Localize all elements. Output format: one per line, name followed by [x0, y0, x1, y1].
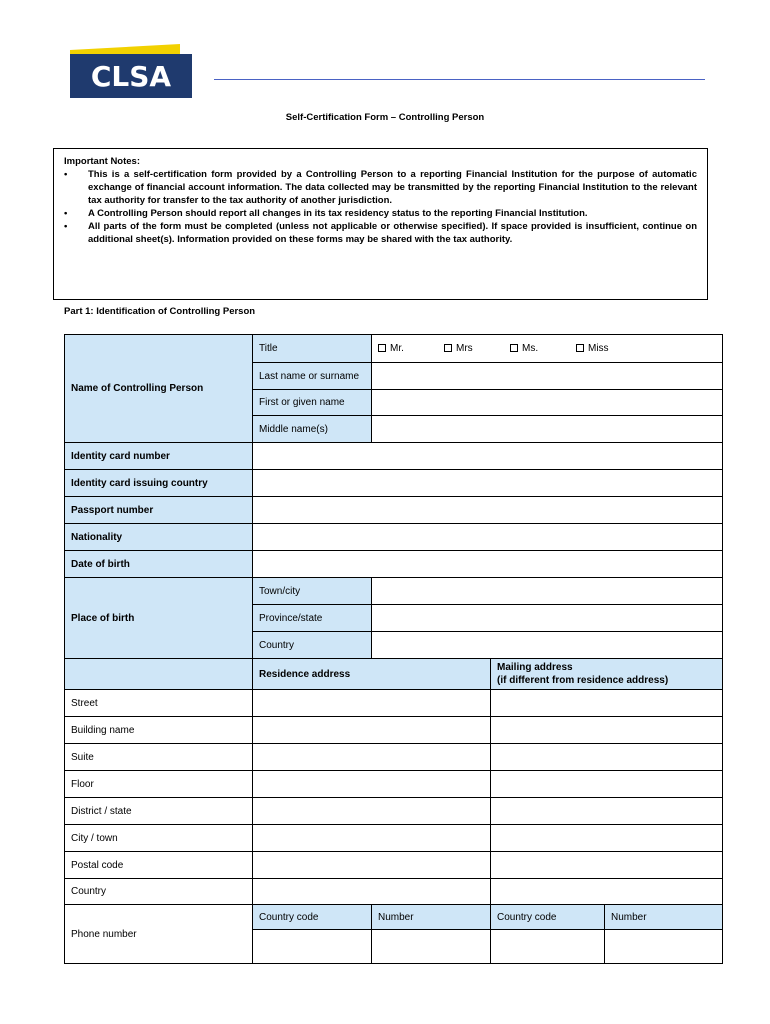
residence-city-field[interactable]	[253, 825, 491, 852]
date-of-birth-label: Date of birth	[65, 551, 253, 578]
checkbox[interactable]	[576, 344, 584, 352]
mailing-suite-field[interactable]	[491, 744, 723, 771]
town-city-field[interactable]	[372, 578, 723, 605]
mailing-number-label: Number	[605, 905, 723, 930]
nationality-label: Nationality	[65, 524, 253, 551]
residence-country-field[interactable]	[253, 879, 491, 905]
address-row-label: Building name	[65, 717, 253, 744]
mailing-address-header: Mailing address (if different from residence address)	[491, 659, 723, 690]
mailing-street-field[interactable]	[491, 690, 723, 717]
note-item: • A Controlling Person should report all changes in its tax residency status to the reporting Financial Institution.	[64, 208, 588, 219]
mailing-city-field[interactable]	[491, 825, 723, 852]
address-row-label: City / town	[65, 825, 253, 852]
id-card-number-field[interactable]	[253, 443, 723, 470]
header-rule	[214, 79, 705, 80]
checkbox[interactable]	[444, 344, 452, 352]
name-label: Name of Controlling Person	[65, 335, 253, 443]
mailing-floor-field[interactable]	[491, 771, 723, 798]
address-row-label: Country	[65, 879, 253, 905]
title-option-ms[interactable]: Ms.	[510, 343, 576, 354]
first-name-label: First or given name	[253, 390, 372, 416]
mailing-country-code-label: Country code	[491, 905, 605, 930]
first-name-field[interactable]	[372, 390, 723, 416]
part1-title: Part 1: Identification of Controlling Person	[64, 306, 256, 317]
logo-text: CLSA	[90, 60, 172, 93]
residence-address-header: Residence address	[253, 659, 491, 690]
mailing-district-field[interactable]	[491, 798, 723, 825]
nationality-field[interactable]	[253, 524, 723, 551]
passport-number-field[interactable]	[253, 497, 723, 524]
form-title: Self-Certification Form – Controlling Person	[285, 112, 485, 123]
title-option-mrs[interactable]: Mrs	[444, 343, 510, 354]
title-option-mr[interactable]: Mr.	[378, 343, 444, 354]
last-name-field[interactable]	[372, 363, 723, 390]
notes-heading: Important Notes:	[64, 156, 140, 167]
phone-number-label: Phone number	[65, 905, 253, 964]
middle-name-field[interactable]	[372, 416, 723, 443]
checkbox[interactable]	[378, 344, 386, 352]
birth-country-label: Country	[253, 632, 372, 659]
last-name-label: Last name or surname	[253, 363, 372, 390]
address-row-label: Suite	[65, 744, 253, 771]
residence-number-field[interactable]	[372, 930, 491, 964]
note-item: • All parts of the form must be completed (unless not applicable or otherwise specified). If space provided is insufficient, continue on additional sheet(s). Information provided on these forms may be shared with the tax authority.	[64, 221, 697, 245]
residence-district-field[interactable]	[253, 798, 491, 825]
note-item: • This is a self-certification form provided by a Controlling Person to a reporting Financial Institution for the purpose of automatic exchange of financial account information. The data collected may be transmitted by the reporting Financial Institution to the relevant tax authority for transfer to the tax authority of another jurisdiction.	[64, 169, 697, 206]
id-card-country-field[interactable]	[253, 470, 723, 497]
clsa-logo	[70, 44, 192, 98]
residence-postal-field[interactable]	[253, 852, 491, 879]
residence-building-field[interactable]	[253, 717, 491, 744]
checkbox[interactable]	[510, 344, 518, 352]
address-row-label: District / state	[65, 798, 253, 825]
province-state-field[interactable]	[372, 605, 723, 632]
title-option-miss[interactable]: Miss	[576, 343, 642, 354]
residence-number-label: Number	[372, 905, 491, 930]
mailing-number-field[interactable]	[605, 930, 723, 964]
address-header-blank	[65, 659, 253, 690]
residence-suite-field[interactable]	[253, 744, 491, 771]
birth-country-field[interactable]	[372, 632, 723, 659]
date-of-birth-field[interactable]	[253, 551, 723, 578]
place-of-birth-label: Place of birth	[65, 578, 253, 659]
id-card-country-label: Identity card issuing country	[65, 470, 253, 497]
address-row-label: Street	[65, 690, 253, 717]
title-options	[372, 335, 723, 363]
residence-street-field[interactable]	[253, 690, 491, 717]
residence-floor-field[interactable]	[253, 771, 491, 798]
residence-country-code-label: Country code	[253, 905, 372, 930]
town-city-label: Town/city	[253, 578, 372, 605]
passport-number-label: Passport number	[65, 497, 253, 524]
mailing-building-field[interactable]	[491, 717, 723, 744]
mailing-postal-field[interactable]	[491, 852, 723, 879]
middle-name-label: Middle name(s)	[253, 416, 372, 443]
mailing-country-field[interactable]	[491, 879, 723, 905]
mailing-country-code-field[interactable]	[491, 930, 605, 964]
id-card-number-label: Identity card number	[65, 443, 253, 470]
province-state-label: Province/state	[253, 605, 372, 632]
title-label: Title	[253, 335, 372, 363]
important-notes-box	[53, 148, 708, 300]
identification-table	[64, 334, 723, 964]
residence-country-code-field[interactable]	[253, 930, 372, 964]
address-row-label: Postal code	[65, 852, 253, 879]
address-row-label: Floor	[65, 771, 253, 798]
